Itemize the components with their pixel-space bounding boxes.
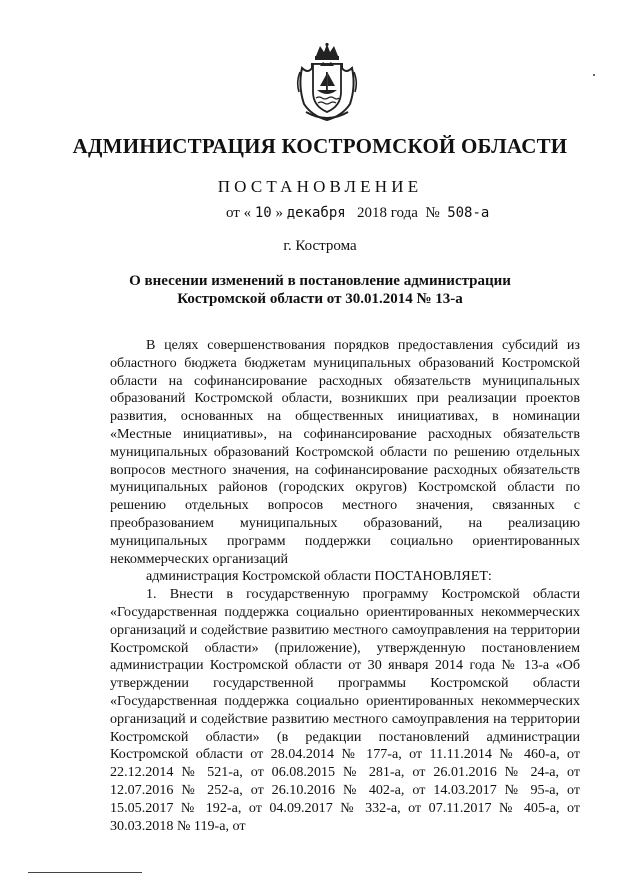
item-1-paragraph: 1. Внести в государственную программу Костромской области «Государственная поддержка социально ориентированных некоммерческих организаций и содействие развитию местного самоуправления на территории Костромской области» (приложение), утвержденную постановлением администрации Костромской области от 30 января 2014 года № 13-а «Об утверждении государственной программы Костромской области «Государственная поддержка социально ориентированных некоммерческих организаций и содействие развитию местного самоуправления на территории Костромской области» (в редакции постановлений администрации Костромской области от 28.04.2014 № 177-а, от 11.11.2014 № 460-а, от 22.12.2014 № 521-а, от 06.08.2015 № 281-а, от 26.01.2016 № 24-а, от 12.07.2016 № 252-а, от 26.10.2016 № 402-а, от 14.03.2017 № 95-а, от 15.05.2017 № 192-а, от 04.09.2017 № 332-а, от 07.11.2017 № 405-а, от 30.03.2018 № 119-а, от	[110, 586, 580, 834]
city-name: г. Кострома	[283, 238, 357, 254]
title-line-1: О внесении изменений в постановление администрации	[129, 273, 511, 289]
resolution-paragraph: администрация Костромской области ПОСТАНОВЛЯЕТ:	[146, 568, 492, 585]
preamble-paragraph: В целях совершенствования порядков предоставления субсидий из областного бюджета бюджетам муниципальных образований Костромской области на софинансирование расходных обязательств муниципальных образований Костромской области, возникших при реализации проектов развития, основанных на общественных инициативах, в номинации «Местные инициативы», на софинансирование расходных обязательств муниципальных образований Костромской области по решению отдельных вопросов местного значения, на софинансирование расходных обязательств муниципальных районов (городских округов) Костромской области по решению отдельных вопросов местного значения, связанных с преобразованием муниципальных образований, на реализацию муниципальных программ поддержки социально ориентированных некоммерческих организаций	[110, 337, 580, 567]
scan-speck	[593, 74, 595, 76]
date-prefix: от «	[226, 205, 252, 221]
date-year: 2018 года	[356, 205, 418, 221]
document-title	[0, 272, 640, 308]
title-line-2: Костромской области от 30.01.2014 № 13-а	[177, 291, 463, 307]
date-separator: »	[275, 205, 283, 221]
footnote-separator	[28, 872, 142, 873]
document-number: 508-а	[447, 205, 490, 221]
document-body	[110, 337, 580, 835]
document-type: ПОСТАНОВЛЕНИЕ	[217, 177, 423, 196]
coat-of-arms-icon	[296, 42, 358, 122]
date-month: декабря	[286, 205, 346, 221]
date-line	[226, 205, 489, 222]
agency-name: АДМИНИСТРАЦИЯ КОСТРОМСКОЙ ОБЛАСТИ	[72, 134, 568, 158]
number-sign: №	[425, 205, 440, 221]
date-day: 10	[254, 205, 272, 221]
